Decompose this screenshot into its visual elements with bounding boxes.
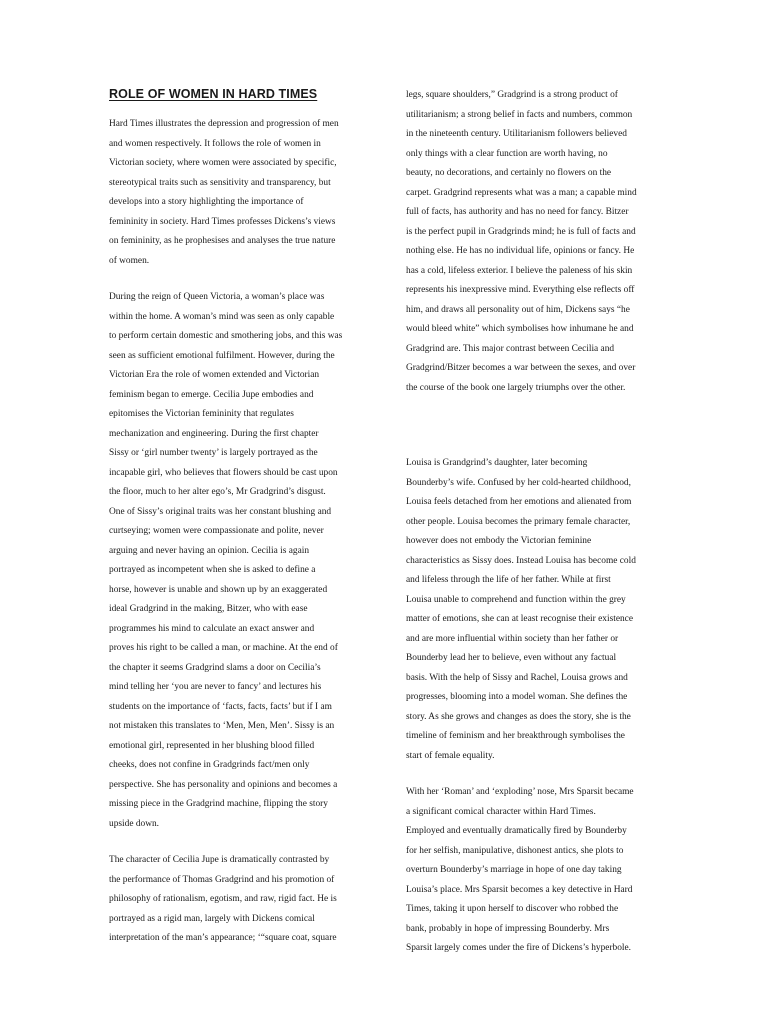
paragraph-line: stereotypical traits such as sensitivity and transparency, but bbox=[109, 177, 331, 188]
paragraph-line: missing piece in the Gradgrind machine, flipping the story bbox=[109, 799, 328, 809]
paragraph-line: horse, however is unable and shown up by an exaggerated bbox=[109, 584, 328, 595]
paragraph-line: characteristics as Sissy does. Instead Louisa has become cold bbox=[406, 555, 636, 566]
document-title: ROLE OF WOMEN IN HARD TIMES bbox=[109, 87, 318, 101]
paragraph-line: students on the importance of ‘facts, facts, facts’ but if I am bbox=[109, 701, 332, 712]
paragraph-line: portrayed as a rigid man, largely with Dickens comical bbox=[109, 913, 315, 924]
paragraph-gap bbox=[406, 415, 654, 454]
paragraph-line: utilitarianism; a strong belief in facts and numbers, common bbox=[406, 109, 633, 120]
paragraph-line: beauty, no decorations, and certainly no flowers on the bbox=[406, 168, 612, 178]
paragraph-line: arguing and never having an opinion. Cecilia is again bbox=[109, 545, 310, 556]
paragraph-line: story. As she grows and changes as does the story, she is the bbox=[406, 711, 631, 722]
paragraph-line: not mistaken this translates to ‘Men, Men, Men’. Sissy is an bbox=[109, 721, 335, 731]
paragraph-line: Louisa feels detached from her emotions and alienated from bbox=[406, 497, 632, 507]
paragraph-line: mind telling her ‘you are never to fancy’ and lectures his bbox=[109, 682, 322, 692]
paragraph-line: incapable girl, who believes that flowers should be cast upon bbox=[109, 467, 338, 478]
paragraph-line: upside down. bbox=[109, 818, 159, 829]
paragraph-line: programmes his mind to calculate an exact answer and bbox=[109, 623, 315, 634]
paragraph-line: only things with a clear function are worth having, no bbox=[406, 148, 608, 159]
paragraph-line: emotional girl, represented in her blushing blood filled bbox=[109, 740, 315, 751]
paragraph-line: matter of emotions, she can at least recognise their existence bbox=[406, 614, 633, 624]
paragraph-line: would bleed white” which symbolises how inhumane he and bbox=[406, 324, 634, 334]
paragraph-line: within the home. A woman’s mind was seen as only capable bbox=[109, 311, 335, 322]
paragraph-line: Sissy or ‘girl number twenty’ is largely portrayed as the bbox=[109, 448, 318, 458]
paragraph-line: progresses, blooming into a model woman. She defines the bbox=[406, 692, 628, 702]
paragraph bbox=[406, 86, 654, 398]
paragraph-line: Victorian Era the role of women extended and Victorian bbox=[109, 370, 320, 380]
paragraph-line: the floor, much to her alter ego’s, Mr Gradgrind’s disgust. bbox=[109, 487, 326, 497]
paragraph-line: proves his right to be called a man, or machine. At the end of bbox=[109, 643, 338, 653]
paragraph-line: interpretation of the man’s appearance; ‘“square coat, square bbox=[109, 933, 337, 943]
right-column bbox=[406, 86, 654, 976]
paragraph-line: mechanization and engineering. During the first chapter bbox=[109, 428, 319, 439]
paragraph-line: represents his inexpressive mind. Everything else reflects off bbox=[406, 285, 635, 295]
paragraph-line: for her selfish, manipulative, dishonest antics, she plots to bbox=[406, 845, 624, 856]
paragraph-line: Louisa’s place. Mrs Sparsit becomes a key detective in Hard bbox=[406, 884, 633, 895]
paragraph-line: and are more influential within society than her father or bbox=[406, 633, 619, 644]
paragraph-line: to perform certain domestic and smothering jobs, and this was bbox=[109, 331, 343, 341]
paragraph-line: Gradgrind are. This major contrast between Cecilia and bbox=[406, 343, 615, 354]
paragraph-line: legs, square shoulders,” Gradgrind is a strong product of bbox=[406, 90, 618, 100]
paragraph bbox=[109, 115, 362, 271]
paragraph-line: seen as sufficient emotional fulfilment. However, during the bbox=[109, 350, 335, 361]
paragraph-line: a significant comical character within Hard Times. bbox=[406, 806, 596, 817]
paragraph-line: One of Sissy’s original traits was her constant blushing and bbox=[109, 506, 332, 517]
paragraph bbox=[109, 288, 362, 834]
paragraph-line: carpet. Gradgrind represents what was a man; a capable mind bbox=[406, 187, 637, 198]
paragraph-line: is the perfect pupil in Gradgrinds mind; he is full of facts and bbox=[406, 226, 636, 237]
paragraph-line: With her ‘Roman’ and ‘exploding’ nose, Mrs Sparsit became bbox=[406, 787, 634, 797]
paragraph bbox=[406, 783, 654, 959]
paragraph-line: Louisa is Grandgrind’s daughter, later becoming bbox=[406, 458, 588, 468]
paragraph-line: basis. With the help of Sissy and Rachel, Louisa grows and bbox=[406, 672, 628, 683]
paragraph-line: however does not embody the Victorian feminine bbox=[406, 536, 592, 546]
paragraph-line: feminism began to emerge. Cecilia Jupe embodies and bbox=[109, 389, 314, 400]
paragraph-line: Gradgrind/Bitzer becomes a war between the sexes, and over bbox=[406, 363, 636, 373]
paragraph-line: the course of the book one largely triumphs over the other. bbox=[406, 382, 626, 393]
paragraph-line: the performance of Thomas Gradgrind and his promotion of bbox=[109, 874, 335, 885]
paragraph-line: femininity in society. Hard Times professes Dickens’s views bbox=[109, 216, 336, 227]
paragraph-line: start of female equality. bbox=[406, 750, 495, 761]
paragraph-line: of women. bbox=[109, 255, 150, 266]
paragraph-line: Bounderby lead her to believe, even without any factual bbox=[406, 653, 617, 663]
paragraph-line: epitomises the Victorian femininity that regulates bbox=[109, 409, 294, 419]
paragraph-line: Times, taking it upon herself to discover who robbed the bbox=[406, 904, 619, 914]
paragraph-line: The character of Cecilia Jupe is dramatically contrasted by bbox=[109, 855, 330, 865]
paragraph-line: has a cold, lifeless exterior. I believe the paleness of his skin bbox=[406, 265, 633, 276]
paragraph-line: During the reign of Queen Victoria, a woman’s place was bbox=[109, 292, 325, 302]
paragraph-line: timeline of feminism and her breakthrough symbolises the bbox=[406, 731, 625, 741]
paragraph bbox=[109, 851, 362, 949]
paragraph-line: curtseying; women were compassionate and polite, never bbox=[109, 526, 324, 536]
paragraph-line: portrayed as incompetent when she is asked to define a bbox=[109, 565, 316, 575]
paragraph bbox=[406, 454, 654, 766]
paragraph-line: Sparsit largely comes under the fire of Dickens’s hyperbole. bbox=[406, 943, 632, 953]
paragraph-line: perspective. She has personality and opinions and becomes a bbox=[109, 779, 338, 790]
paragraph-line: on femininity, as he prophesises and analyses the true nature bbox=[109, 236, 336, 246]
paragraph-line: Louisa unable to comprehend and function within the grey bbox=[406, 594, 626, 605]
left-column bbox=[109, 86, 362, 966]
paragraph-line: overturn Bounderby’s marriage in hope of one day taking bbox=[406, 865, 622, 875]
paragraph-line: the chapter it seems Gradgrind slams a door on Cecilia’s bbox=[109, 662, 321, 673]
paragraph-line: bank, probably in hope of impressing Bounderby. Mrs bbox=[406, 923, 610, 934]
paragraph-line: develops into a story highlighting the importance of bbox=[109, 197, 304, 207]
paragraph-line: in the nineteenth century. Utilitarianism followers believed bbox=[406, 129, 627, 139]
paragraph-line: nothing else. He has no individual life, opinions or fancy. He bbox=[406, 246, 635, 256]
paragraph-line: Employed and eventually dramatically fired by Bounderby bbox=[406, 826, 627, 836]
paragraph-line: philosophy of rationalism, egotism, and raw, rigid fact. He is bbox=[109, 894, 337, 904]
paragraph-line: full of facts, has authority and has no need for fancy. Bitzer bbox=[406, 207, 629, 217]
paragraph-line: and women respectively. It follows the role of women in bbox=[109, 138, 321, 149]
paragraph-line: Bounderby’s wife. Confused by her cold-hearted childhood, bbox=[406, 477, 631, 488]
paragraph-line: ideal Gradgrind in the making, Bitzer, who with ease bbox=[109, 604, 308, 614]
paragraph-line: other people. Louisa becomes the primary female character, bbox=[406, 516, 631, 527]
paragraph-line: Hard Times illustrates the depression and progression of men bbox=[109, 119, 339, 129]
paragraph-line: him, and draws all personality out of him, Dickens says “he bbox=[406, 304, 630, 315]
paragraph-line: and lifeless through the life of her father. While at first bbox=[406, 575, 611, 585]
paragraph-line: cheeks, does not confine in Gradgrinds fact/men only bbox=[109, 760, 310, 770]
paragraph-line: Victorian society, where women were associated by specific, bbox=[109, 158, 337, 168]
